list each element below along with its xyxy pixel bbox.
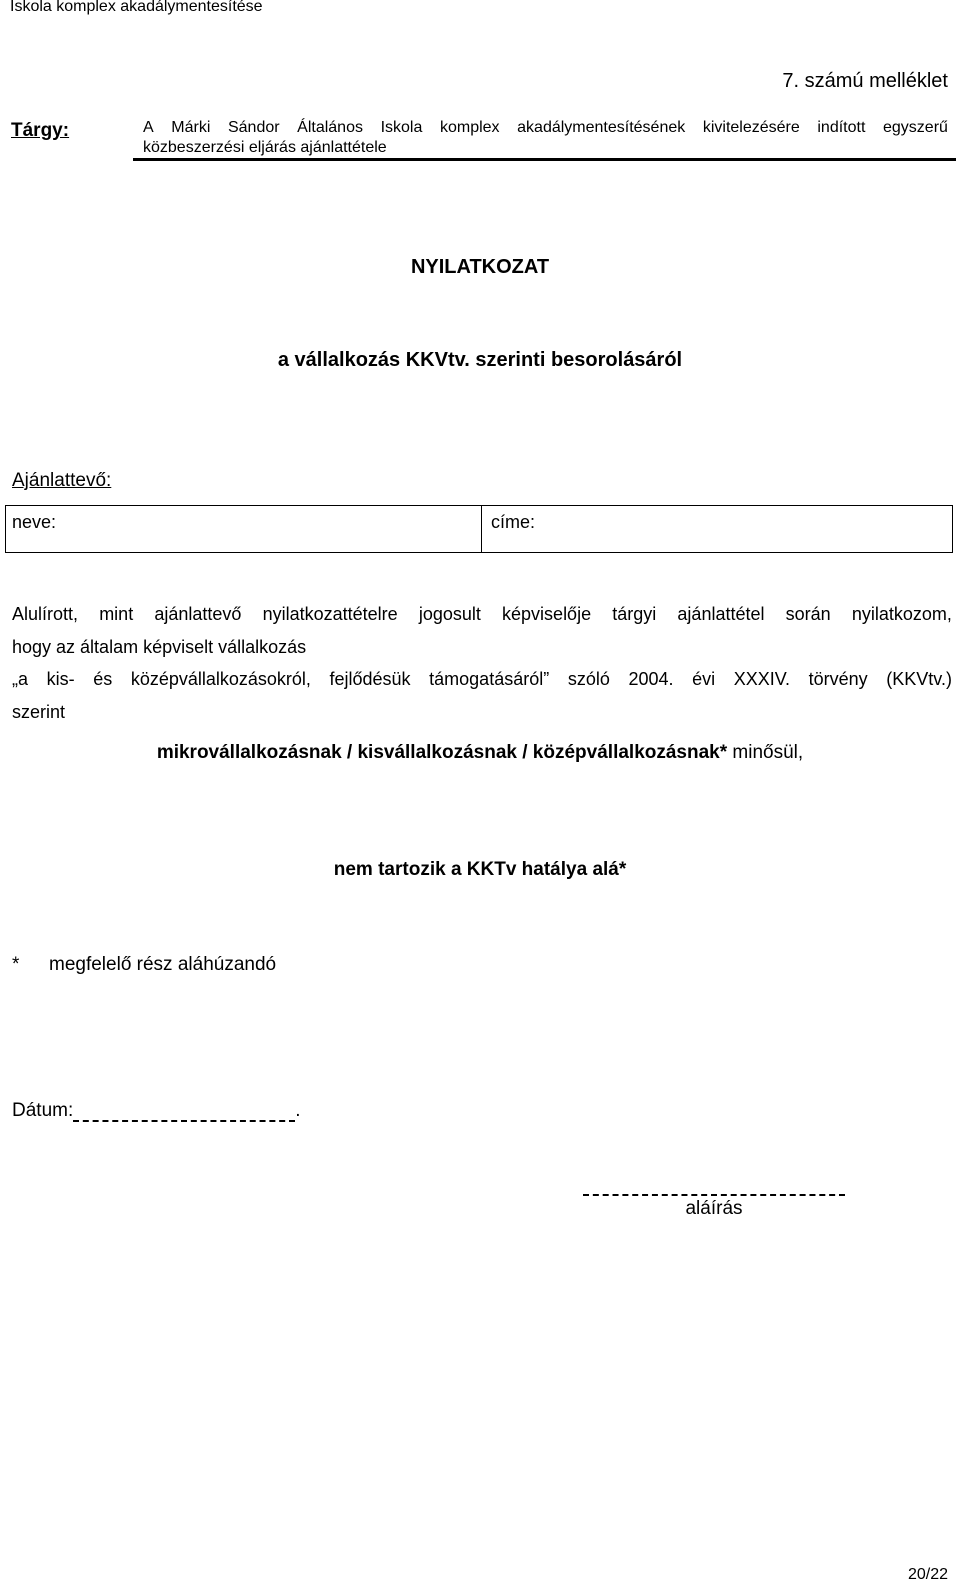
footnote (12, 954, 276, 976)
subject-word: indított (817, 119, 866, 136)
subject-line-1 (143, 118, 948, 138)
classification-options: mikrovállalkozásnak / kisvállalkozásnak / középvállalkozásnak* (156, 742, 728, 763)
classification-line (0, 742, 960, 764)
date-blank (73, 1104, 295, 1122)
subject-word: Iskola (380, 119, 423, 136)
law-reference-word: támogatásáról” (429, 669, 550, 689)
subject-line-2: közbeszerzési eljárás ajánlattétele (143, 139, 387, 156)
law-reference-word: és (93, 669, 113, 689)
date-line (12, 1100, 301, 1122)
signature-label: aláírás (685, 1198, 743, 1219)
header-rule (133, 158, 956, 161)
bidder-table (5, 505, 953, 553)
bidder-name-label: neve: (12, 512, 57, 532)
law-reference-word: fejlődésük (329, 669, 411, 689)
law-reference-word: középvállalkozásokról, (130, 669, 311, 689)
declaration-word: nyilatkozattételre (262, 604, 398, 624)
date-label: Dátum: (12, 1100, 74, 1121)
date-end: . (295, 1100, 301, 1121)
declaration-word: ajánlattevő (154, 604, 242, 624)
table-divider (481, 506, 482, 552)
declaration-word: során (785, 604, 831, 624)
subject-word: kivitelezésére (702, 119, 800, 136)
law-reference-line-2: szerint (12, 702, 66, 722)
document-subtitle: a vállalkozás KKVtv. szerinti besorolásáról (277, 349, 683, 371)
law-reference-word: „a (12, 669, 29, 689)
declaration-word: jogosult (418, 604, 481, 624)
law-reference-word: XXXIV. (733, 669, 791, 689)
subject-word: A (143, 119, 154, 136)
subject-word: komplex (439, 119, 500, 136)
page-number: 20/22 (907, 1566, 948, 1583)
declaration-word: Alulírott, (12, 604, 79, 624)
subject-word: Sándor (227, 119, 280, 136)
declaration-word: képviselője (502, 604, 592, 624)
signature-block (583, 1180, 845, 1220)
declaration-word: ajánlattétel (677, 604, 765, 624)
bidder-address-label: címe: (491, 512, 536, 532)
footnote-text: megfelelő rész aláhúzandó (49, 954, 277, 975)
declaration-word: mint (99, 604, 134, 624)
law-reference-line-1 (12, 663, 952, 696)
subject-word: Márki (171, 119, 211, 136)
classification-suffix: minősül, (727, 742, 804, 763)
signature-line (583, 1180, 845, 1196)
document-title: NYILATKOZAT (410, 256, 550, 278)
declaration-line-1 (12, 598, 952, 631)
law-reference-word: törvény (808, 669, 868, 689)
declaration-paragraph (12, 598, 952, 664)
law-reference-word: évi (692, 669, 716, 689)
declaration-word: tárgyi (612, 604, 657, 624)
law-reference-word: szóló (567, 669, 610, 689)
subject-text (143, 118, 948, 158)
bidder-label: Ajánlattevő: (12, 470, 112, 491)
running-header: Iskola komplex akadálymentesítése (10, 0, 263, 15)
law-reference-word: 2004. (628, 669, 674, 689)
law-reference-paragraph (12, 663, 952, 729)
subject-word: egyszerű (883, 119, 948, 136)
law-reference-word: kis- (46, 669, 75, 689)
footnote-star: * (12, 954, 20, 975)
declaration-line-2: hogy az általam képviselt vállalkozás (12, 637, 307, 657)
subject-label: Tárgy: (11, 120, 70, 141)
subject-word: akadálymentesítésének (517, 119, 686, 136)
subject-word: Általános (297, 119, 363, 136)
annex-number: 7. számú melléklet (782, 70, 948, 92)
not-covered-option: nem tartozik a KKTv hatálya alá* (333, 859, 627, 880)
law-reference-word: (KKVtv.) (886, 669, 952, 689)
declaration-word: nyilatkozom, (851, 604, 952, 624)
